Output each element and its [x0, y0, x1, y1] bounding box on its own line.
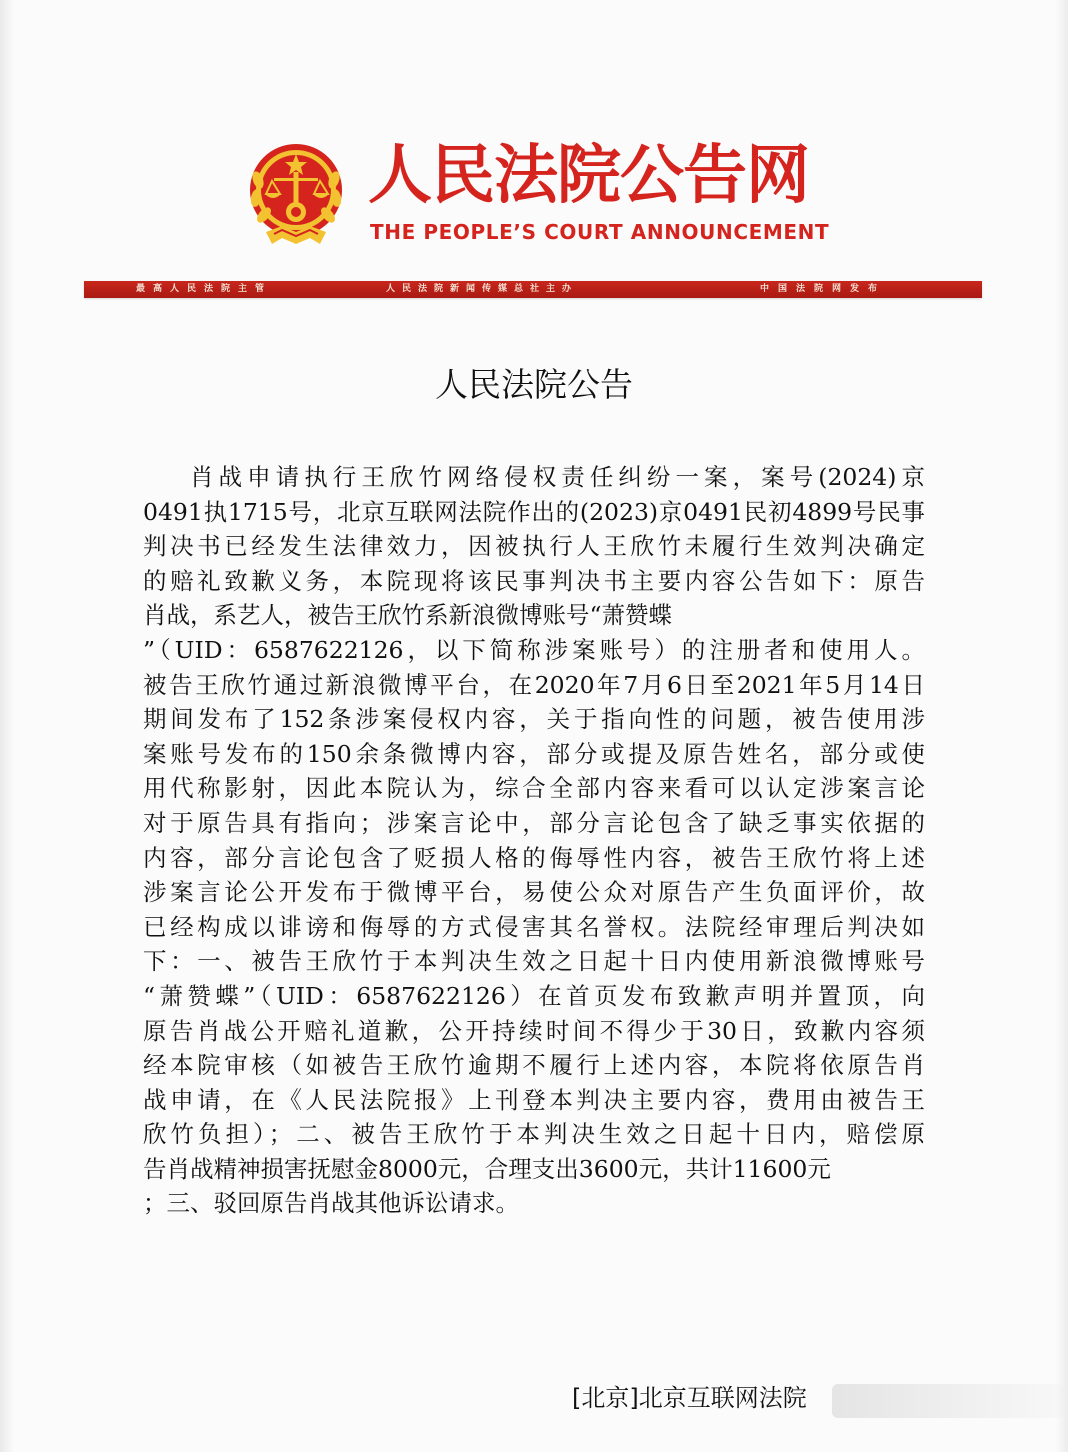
body-line: 肖战，系艺人，被告王欣竹系新浪微博账号“萧赞蝶: [143, 601, 673, 630]
body-line: 下：一、被告王欣竹于本判决生效之日起十日内使用新浪微博账号: [143, 947, 925, 976]
body-line: 内容，部分言论包含了贬损人格的侮辱性内容，被告王欣竹将上述: [143, 843, 925, 872]
body-line: 已经构成以诽谤和侮辱的方式侵害其名誉权。法院经审理后判决如: [143, 912, 925, 941]
issuing-court-signature: [北京]北京互联网法院: [572, 1384, 807, 1412]
body-line: 判决书已经发生法律效力，因被执行人王欣竹未履行生效判决确定: [143, 532, 925, 561]
body-line: 用代称影射，因此本院认为，综合全部内容来看可以认定涉案言论: [143, 774, 925, 803]
body-line: 0491执1715号，北京互联网法院作出的(2023)京0491民初4899号民事: [143, 497, 925, 526]
body-line: 告肖战精神损害抚慰金8000元，合理支出3600元，共计11600元: [143, 1154, 831, 1183]
masthead-band: [84, 281, 982, 298]
band-text-publisher: 中国法院网发布: [760, 284, 887, 294]
masthead-subtitle: THE PEOPLE’S COURT ANNOUNCEMENT: [370, 220, 830, 244]
body-line: 战申请，在《人民法院报》上刊登本判决主要内容，费用由被告王: [143, 1085, 925, 1114]
body-line: 经本院审核（如被告王欣竹逾期不履行上述内容，本院将依原告肖: [143, 1051, 925, 1080]
page-title: 人民法院公告: [435, 365, 633, 404]
court-emblem-icon: [244, 140, 348, 252]
band-text-supervisor: 最高人民法院主管: [136, 284, 273, 294]
announcement-body: [143, 460, 925, 1221]
masthead-title: 人民法院公告网: [368, 139, 809, 213]
body-line: 的赔礼致歉义务，本院现将该民事判决书主要内容公告如下：原告: [143, 566, 925, 595]
band-text-organizer: 人民法院新闻传媒总社主办: [386, 284, 579, 294]
watermark-blur: [832, 1384, 1064, 1418]
body-line: 原告肖战公开赔礼道歉，公开持续时间不得少于30日，致歉内容须: [143, 1016, 925, 1045]
body-line: 被告王欣竹通过新浪微博平台，在2020年7月6日至2021年5月14日: [143, 670, 925, 699]
body-line: 欣竹负担）；二、被告王欣竹于本判决生效之日起十日内，赔偿原: [143, 1120, 925, 1149]
page-edge-shadow: [1056, 0, 1068, 1452]
body-line: ”（UID：6587622126，以下简称涉案账号）的注册者和使用人。: [143, 635, 925, 664]
body-line: 肖战申请执行王欣竹网络侵权责任纠纷一案，案号(2024)京: [190, 463, 925, 491]
page-edge-shadow: [0, 0, 14, 1452]
body-line: 案账号发布的150余条微博内容，部分或提及原告姓名，部分或使: [143, 739, 925, 768]
body-line: “萧赞蝶”（UID：6587622126）在首页发布致歉声明并置顶，向: [143, 981, 925, 1010]
body-line: 对于原告具有指向；涉案言论中，部分言论包含了缺乏事实依据的: [143, 808, 925, 837]
body-line: 期间发布了152条涉案侵权内容，关于指向性的问题，被告使用涉: [143, 705, 925, 734]
body-line: 涉案言论公开发布于微博平台，易使公众对原告产生负面评价，故: [143, 878, 925, 907]
body-line: ；三、驳回原告肖战其他诉讼请求。: [143, 1189, 519, 1218]
